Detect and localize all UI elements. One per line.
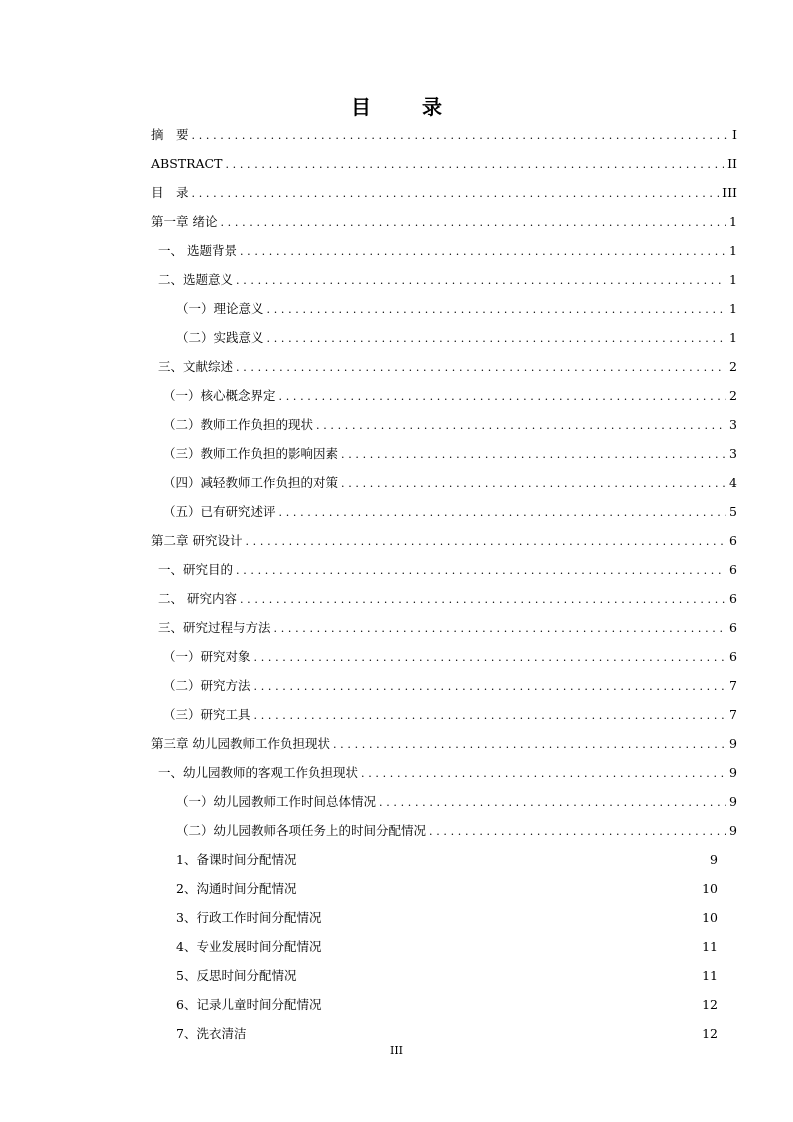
- toc-entry[interactable]: [176, 879, 718, 899]
- dot-leader: [192, 183, 720, 203]
- toc-entry-page: 1: [729, 243, 737, 258]
- dot-leader: [379, 792, 726, 812]
- toc-entry-page: 12: [702, 997, 718, 1012]
- toc-entry-page: I: [732, 127, 737, 142]
- dot-leader: [361, 763, 726, 783]
- dot-leader: [316, 415, 726, 435]
- toc-entry[interactable]: [158, 241, 737, 261]
- dot-leader: [274, 618, 727, 638]
- toc-entry-page: 9: [729, 736, 737, 751]
- toc-entry[interactable]: [163, 502, 737, 522]
- toc-entry-label: 一、幼儿园教师的客观工作负担现状: [158, 765, 359, 780]
- toc-entry-page: 6: [729, 591, 737, 606]
- toc-entry-label: 2、沟通时间分配情况: [176, 881, 297, 896]
- toc-entry-page: 7: [729, 707, 737, 722]
- toc-entry-page: 6: [729, 620, 737, 635]
- dot-leader: [220, 212, 726, 232]
- dot-leader: [267, 328, 727, 348]
- toc-entry-label: 5、反思时间分配情况: [176, 968, 297, 983]
- toc-entry-label: （五）已有研究述评: [163, 504, 276, 519]
- toc-entry-page: 1: [729, 330, 737, 345]
- toc-entry-label: 一、研究目的: [158, 562, 234, 577]
- toc-entry-label: （二）实践意义: [176, 330, 264, 345]
- dot-leader: [254, 647, 727, 667]
- toc-entry-page: 11: [702, 968, 718, 983]
- dot-leader: [240, 589, 726, 609]
- toc-entry-page: 2: [729, 359, 737, 374]
- toc-entry-page: 10: [702, 910, 718, 925]
- dot-leader: [225, 154, 724, 174]
- toc-entry[interactable]: [176, 966, 718, 986]
- dot-leader: [236, 270, 726, 290]
- toc-title: 目 录: [351, 95, 464, 119]
- toc-entry[interactable]: [163, 444, 737, 464]
- toc-entry-label: 3、行政工作时间分配情况: [176, 910, 322, 925]
- toc-entry-label: 摘 要: [151, 127, 189, 142]
- toc-entry[interactable]: [163, 676, 737, 696]
- toc-entry-label: 第一章 绪论: [151, 214, 218, 229]
- toc-entry-page: 3: [729, 446, 737, 461]
- toc-entry-page: 9: [729, 765, 737, 780]
- toc-entry-label: （二）研究方法: [163, 678, 251, 693]
- toc-entry-label: （一）幼儿园教师工作时间总体情况: [176, 794, 377, 809]
- toc-entry-page: 2: [729, 388, 737, 403]
- toc-entry-label: 第二章 研究设计: [151, 533, 243, 548]
- dot-leader: [279, 502, 727, 522]
- toc-entry-page: 4: [729, 475, 737, 490]
- toc-entry-label: 7、洗衣清洁: [176, 1026, 247, 1041]
- toc-entry[interactable]: [163, 415, 737, 435]
- toc-entry[interactable]: [176, 850, 718, 870]
- toc-entry-page: III: [722, 185, 737, 200]
- toc-entry[interactable]: [163, 647, 737, 667]
- toc-entry[interactable]: [176, 995, 718, 1015]
- toc-entry[interactable]: [158, 763, 737, 783]
- toc-entry[interactable]: [151, 212, 737, 232]
- toc-entry-label: （二）幼儿园教师各项任务上的时间分配情况: [176, 823, 427, 838]
- toc-entry-page: 3: [729, 417, 737, 432]
- dot-leader: [236, 560, 726, 580]
- toc-entry[interactable]: [163, 473, 737, 493]
- toc-entry[interactable]: [151, 125, 737, 145]
- toc-entry-page: II: [727, 156, 737, 171]
- dot-leader: [192, 125, 730, 145]
- toc-entry-page: 11: [702, 939, 718, 954]
- toc-entry[interactable]: [151, 531, 737, 551]
- dot-leader: [429, 821, 726, 841]
- toc-entry[interactable]: [176, 937, 718, 957]
- toc-entry-page: 7: [729, 678, 737, 693]
- toc-entry[interactable]: [163, 386, 737, 406]
- dot-leader: [341, 473, 726, 493]
- toc-entry-label: 二、 研究内容: [158, 591, 237, 606]
- toc-entry-label: （三）教师工作负担的影响因素: [163, 446, 339, 461]
- dot-leader: [254, 705, 727, 725]
- toc-entry-label: 三、文献综述: [158, 359, 234, 374]
- toc-entry[interactable]: [158, 270, 737, 290]
- toc-entry[interactable]: [158, 618, 737, 638]
- dot-leader: [240, 241, 726, 261]
- dot-leader: [245, 531, 726, 551]
- toc-entry-page: 1: [729, 272, 737, 287]
- toc-entry[interactable]: [176, 821, 737, 841]
- toc-entry-label: （一）核心概念界定: [163, 388, 276, 403]
- toc-entry[interactable]: [176, 299, 737, 319]
- toc-entry[interactable]: [163, 705, 737, 725]
- toc-entry[interactable]: [176, 1024, 718, 1044]
- dot-leader: [236, 357, 726, 377]
- toc-entry-page: 6: [729, 562, 737, 577]
- toc-entry[interactable]: [158, 357, 737, 377]
- page-number-footer: III: [389, 1044, 404, 1057]
- toc-entry-page: 1: [729, 214, 737, 229]
- toc-entry[interactable]: [158, 560, 737, 580]
- toc-entry[interactable]: [151, 183, 737, 203]
- toc-entry-label: 6、记录儿童时间分配情况: [176, 997, 322, 1012]
- toc-entry-label: 4、专业发展时间分配情况: [176, 939, 322, 954]
- dot-leader: [254, 676, 727, 696]
- toc-entry-label: 二、选题意义: [158, 272, 234, 287]
- dot-leader: [279, 386, 727, 406]
- toc-entry-label: （一）理论意义: [176, 301, 264, 316]
- toc-entry-label: 三、研究过程与方法: [158, 620, 271, 635]
- toc-entry[interactable]: [151, 154, 737, 174]
- dot-leader: [341, 444, 726, 464]
- toc-entry[interactable]: [176, 792, 737, 812]
- toc-entry-page: 9: [729, 823, 737, 838]
- toc-entry[interactable]: [158, 589, 737, 609]
- toc-entry[interactable]: [176, 908, 718, 928]
- toc-entry-page: 5: [729, 504, 737, 519]
- toc-entry-page: 9: [729, 794, 737, 809]
- toc-entry-label: （一）研究对象: [163, 649, 251, 664]
- dot-leader: [333, 734, 726, 754]
- toc-entry-label: 1、备课时间分配情况: [176, 852, 297, 867]
- toc-entry-page: 1: [729, 301, 737, 316]
- toc-entry-page: 10: [702, 881, 718, 896]
- toc-entry[interactable]: [176, 328, 737, 348]
- toc-entry-page: 9: [710, 852, 718, 867]
- toc-entry-label: 一、 选题背景: [158, 243, 237, 258]
- dot-leader: [267, 299, 727, 319]
- toc-entry-label: 目 录: [151, 185, 189, 200]
- toc-entry-label: 第三章 幼儿园教师工作负担现状: [151, 736, 330, 751]
- toc-entry-label: （四）减轻教师工作负担的对策: [163, 475, 339, 490]
- toc-entry[interactable]: [151, 734, 737, 754]
- toc-entry-label: ABSTRACT: [151, 156, 223, 171]
- toc-entry-label: （三）研究工具: [163, 707, 251, 722]
- toc-entry-page: 12: [702, 1026, 718, 1041]
- toc-entry-label: （二）教师工作负担的现状: [163, 417, 314, 432]
- toc-entry-page: 6: [729, 649, 737, 664]
- toc-entry-page: 6: [729, 533, 737, 548]
